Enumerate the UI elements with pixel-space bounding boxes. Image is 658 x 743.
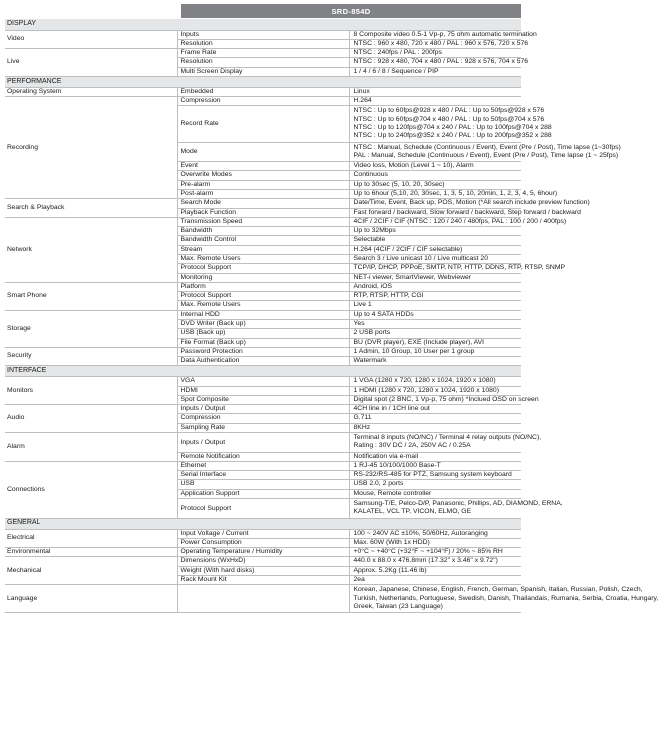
- spec-value-line: Android, iOS: [353, 282, 393, 290]
- spec-value-line: RTP, RTSP, HTTP, CGI: [353, 292, 424, 300]
- spec-item: Transmission Speed: [177, 217, 349, 226]
- spec-item: Embedded: [177, 87, 349, 96]
- spec-value: [349, 585, 658, 613]
- spec-value-line: 8KHz: [353, 423, 371, 431]
- spec-value: [349, 377, 521, 386]
- spec-item: Data Authentication: [177, 357, 349, 366]
- spec-item: Dimensions (WxHxD): [177, 557, 349, 566]
- spec-value-line: NTSC : Manual, Schedule (Continuous / Event), Event (Pre / Post), Time lapse (1~30fps): [353, 143, 621, 151]
- spec-item: Search Mode: [177, 199, 349, 208]
- spec-category: Electrical: [5, 529, 177, 548]
- spec-value-line: Watermark: [353, 357, 387, 365]
- spec-value: [349, 30, 537, 39]
- spec-value: [349, 499, 563, 519]
- spec-item: Mode: [177, 142, 349, 162]
- spec-item: Bandwidth: [177, 227, 349, 236]
- spec-category: Alarm: [5, 433, 177, 462]
- spec-row: [5, 199, 521, 208]
- spec-value: [349, 347, 521, 356]
- spec-item: Remote Notification: [177, 452, 349, 461]
- spec-category: Language: [5, 585, 177, 613]
- spec-category: Audio: [5, 405, 177, 433]
- spec-value: [349, 386, 521, 395]
- spec-item: Resolution: [177, 58, 349, 67]
- spec-item: Playback Function: [177, 208, 349, 217]
- spec-value: [349, 471, 521, 480]
- section-title: DISPLAY: [5, 19, 521, 30]
- spec-value-line: BU (DVR player), EXE (Include player), AVI: [353, 338, 485, 346]
- spec-item: Record Rate: [177, 106, 349, 142]
- spec-item: Max. Remote Users: [177, 254, 349, 263]
- spec-value-line: Digital spot (2 BNC, 1 Vp-p, 75 ohm) *Inclued OSD on screen: [353, 395, 539, 403]
- spec-value-line: NTSC : Up to 120fps@704 x 240 / PAL : Up to 100fps@704 x 288: [353, 124, 552, 132]
- spec-row: [5, 347, 521, 356]
- spec-value-line: H.264 (4CIF / 2CIF / CIF selectable): [353, 245, 463, 253]
- spec-item: Sampling Rate: [177, 423, 349, 432]
- spec-row: [5, 217, 521, 226]
- spec-value: [349, 58, 529, 67]
- spec-value-line: Live 1: [353, 301, 372, 309]
- spec-value-line: Continuous: [353, 171, 388, 179]
- spec-value: [349, 414, 521, 423]
- spec-item: Spot Composite: [177, 395, 349, 404]
- spec-value: [349, 142, 621, 162]
- spec-value: [349, 217, 567, 226]
- spec-value: [349, 329, 521, 338]
- spec-value: [349, 566, 521, 575]
- spec-value-line: PAL : Manual, Schedule (Continuous / Event), Event (Pre / Post), Time lapse (1 ~ 25fps): [353, 151, 619, 159]
- spec-category: Smart Phone: [5, 282, 177, 310]
- spec-item: Inputs: [177, 30, 349, 39]
- spec-item: DVD Writer (Back up): [177, 319, 349, 328]
- spec-value-line: Mouse, Remote controller: [353, 489, 432, 497]
- spec-row: [5, 585, 521, 613]
- spec-item: Input Voltage / Current: [177, 529, 349, 538]
- spec-value: [349, 236, 521, 245]
- spec-value-line: G.711: [353, 414, 372, 422]
- spec-value-line: 4CH line in / 1CH line out: [353, 405, 430, 413]
- spec-item: Inputs / Output: [177, 405, 349, 414]
- spec-value: [349, 489, 521, 498]
- spec-item: Protocol Support: [177, 264, 349, 273]
- spec-item: Stream: [177, 245, 349, 254]
- spec-item: Weight (With hard disks): [177, 566, 349, 575]
- spec-item: Power Consumption: [177, 538, 349, 547]
- spec-value-line: 1 RJ-45 10/100/1000 Base-T: [353, 461, 441, 469]
- section-title: PERFORMANCE: [5, 76, 521, 87]
- spec-value-line: NTSC : 960 x 480, 720 x 480 / PAL : 960 x 576, 720 x 576: [353, 39, 529, 47]
- spec-value-line: Video loss, Motion (Level 1 ~ 10), Alarm: [353, 162, 474, 170]
- spec-row: [5, 87, 521, 96]
- spec-item: Resolution: [177, 39, 349, 48]
- spec-item: Password Protection: [177, 347, 349, 356]
- spec-value: [349, 97, 521, 106]
- spec-value: [349, 433, 542, 453]
- spec-value-line: 1 VGA (1280 x 720, 1280 x 1024, 1920 x 1080): [353, 377, 496, 385]
- spec-value: [349, 319, 521, 328]
- spec-value: [349, 273, 521, 282]
- spec-value-line: 2 USB ports: [353, 329, 391, 337]
- spec-category: Storage: [5, 310, 177, 347]
- spec-item: VGA: [177, 377, 349, 386]
- spec-value-line: Samsung-T/E, Pelco-D/P, Panasonic, Phillips, AD, DIAMOND, ERNA,: [353, 500, 563, 507]
- spec-value: [349, 480, 521, 489]
- spec-value-line: H.264: [353, 97, 372, 105]
- spec-category: Video: [5, 30, 177, 49]
- spec-value: [349, 301, 521, 310]
- spec-value-line: Rating : 30V DC / 2A, 250V AC / 0.25A: [353, 442, 471, 450]
- spec-value: [349, 245, 521, 254]
- section-title: GENERAL: [5, 518, 521, 529]
- spec-value: [349, 49, 521, 58]
- spec-value-line: Max. 60W (With 1x HDD): [353, 538, 430, 546]
- spec-category: Mechanical: [5, 557, 177, 585]
- spec-value-line: 100 ~ 240V AC ±10%, 50/60Hz, Autoranging: [353, 529, 488, 537]
- spec-item: Multi Screen Display: [177, 67, 349, 76]
- spec-category: Monitors: [5, 377, 177, 405]
- spec-value: [349, 180, 521, 189]
- spec-value: [349, 87, 521, 96]
- spec-value: [349, 395, 539, 404]
- spec-value-line: Terminal 8 inputs (NO/NC) / Terminal 4 relay outputs (NO/NC),: [353, 434, 542, 442]
- spec-value-line: 1 Admin, 10 Group, 10 User per 1 group: [353, 347, 475, 355]
- spec-item: Frame Rate: [177, 49, 349, 58]
- spec-value-line: NTSC : Up to 60fps@928 x 480 / PAL : Up to 50fps@928 x 576: [353, 107, 545, 115]
- spec-value: [349, 254, 521, 263]
- spec-category: Recording: [5, 97, 177, 199]
- spec-category: Security: [5, 347, 177, 366]
- spec-item: Application Support: [177, 489, 349, 498]
- spec-value: [349, 538, 521, 547]
- spec-value-line: Greek, Taiwan (23 Language): [353, 602, 443, 610]
- spec-row: [5, 548, 521, 557]
- spec-value-line: Up to 32Mbps: [353, 227, 396, 235]
- spec-value-line: Search 3 / Live unicast 10 / Live multicast 20: [353, 254, 488, 262]
- spec-table: [5, 19, 658, 613]
- spec-row: [5, 461, 521, 470]
- spec-category: Environmental: [5, 548, 177, 557]
- spec-value: [349, 423, 521, 432]
- spec-value-line: 2ea: [353, 575, 365, 583]
- spec-value: [349, 405, 521, 414]
- section-title: INTERFACE: [5, 366, 521, 377]
- spec-item: Overwrite Modes: [177, 171, 349, 180]
- spec-value: [349, 227, 521, 236]
- spec-value: [349, 199, 590, 208]
- spec-value-line: Up to 4 SATA HDDs: [353, 310, 414, 318]
- spec-value-line: 1 HDMI (1280 x 720, 1280 x 1024, 1920 x 1080): [353, 386, 499, 394]
- spec-value: [349, 282, 521, 291]
- spec-value-line: Fast forward / backward, Slow forward / backward, Step forward / backward: [353, 208, 581, 216]
- spec-item: Protocol Support: [177, 499, 349, 519]
- spec-item: File Format (Back up): [177, 338, 349, 347]
- spec-value-line: Selectable: [353, 236, 386, 244]
- spec-value-line: NTSC : 240fps / PAL : 200fps: [353, 49, 442, 57]
- spec-value: [349, 39, 529, 48]
- spec-item: Compression: [177, 97, 349, 106]
- spec-item: USB: [177, 480, 349, 489]
- spec-item: Inputs / Output: [177, 433, 349, 453]
- spec-category: Connections: [5, 461, 177, 518]
- spec-item: [177, 585, 349, 613]
- spec-item: USB (Back up): [177, 329, 349, 338]
- section-header: [5, 366, 521, 377]
- spec-item: Platform: [177, 282, 349, 291]
- spec-value-line: Up to 30sec (5, 10, 20, 30sec): [353, 180, 445, 188]
- spec-value: [349, 208, 581, 217]
- spec-row: [5, 49, 521, 58]
- section-header: [5, 76, 521, 87]
- model-name: SRD-854D: [181, 4, 521, 18]
- model-header: [5, 4, 521, 18]
- spec-item: Internal HDD: [177, 310, 349, 319]
- spec-value-line: Approx. 5.2Kg (11.46 lb): [353, 566, 427, 574]
- spec-value-line: RS-232/RS-485 for PTZ, Samsung system keyboard: [353, 471, 512, 479]
- spec-value-line: 1 / 4 / 6 / 8 / Sequence / PIP: [353, 67, 439, 75]
- spec-value: [349, 575, 521, 584]
- spec-value: [349, 162, 521, 171]
- spec-value: [349, 557, 521, 566]
- spec-item: HDMI: [177, 386, 349, 395]
- spec-item: Event: [177, 162, 349, 171]
- spec-row: [5, 529, 521, 538]
- spec-item: Serial Interface: [177, 471, 349, 480]
- spec-item: Compression: [177, 414, 349, 423]
- spec-value-line: Turkish, Netherlands, Portuguese, Swedish, Danish, Thailandais, Rumania, Serbia, Croatia, Hungary,: [353, 594, 658, 602]
- spec-value-line: Up to 6hour (5,10, 20, 30sec, 1, 3, 5, 10, 20min, 1, 2, 3, 4, 5, 6hour): [353, 190, 558, 197]
- spec-row: [5, 30, 521, 39]
- spec-row: [5, 405, 521, 414]
- spec-category: Network: [5, 217, 177, 282]
- spec-value: [349, 67, 521, 76]
- header-spacer: [5, 4, 181, 18]
- spec-category: Operating System: [5, 87, 177, 96]
- spec-value: [349, 171, 521, 180]
- spec-value: [349, 529, 521, 538]
- spec-item: Operating Temperature / Humidity: [177, 548, 349, 557]
- spec-value-line: Notification via e-mail: [353, 452, 419, 460]
- spec-value-line: Date/Time, Event, Back up, POS, Motion (*All search include preview function): [353, 199, 590, 207]
- spec-value: [349, 264, 566, 273]
- spec-value-line: Linux: [353, 87, 370, 95]
- spec-sheet: [5, 4, 658, 613]
- spec-value: [349, 106, 552, 142]
- spec-value-line: 4CIF / 2CIF / CIF (NTSC : 120 / 240 / 480fps, PAL : 100 / 200 / 400fps): [353, 217, 567, 225]
- spec-value-line: +0°C ~ +40°C (+32°F ~ +104°F) / 20% ~ 85% RH: [353, 548, 503, 556]
- spec-category: Live: [5, 49, 177, 77]
- spec-category: Search & Playback: [5, 199, 177, 218]
- spec-row: [5, 377, 521, 386]
- spec-item: Monitoring: [177, 273, 349, 282]
- spec-value-line: USB 2.0, 2 ports: [353, 480, 404, 488]
- spec-item: Ethernet: [177, 461, 349, 470]
- spec-row: [5, 310, 521, 319]
- spec-value-line: NET-i viewer, SmartViewer, Webviewer: [353, 273, 472, 281]
- spec-item: Max. Remote Users: [177, 301, 349, 310]
- spec-value: [349, 292, 521, 301]
- spec-value-line: Yes: [353, 319, 365, 327]
- spec-value-line: 8 Composite video 0.5-1 Vp-p, 75 ohm automatic termination: [353, 30, 537, 38]
- section-header: [5, 518, 521, 529]
- spec-item: Protocol Support: [177, 292, 349, 301]
- spec-value-line: NTSC : Up to 240fps@352 x 240 / PAL : Up to 200fps@352 x 288: [353, 132, 552, 140]
- section-header: [5, 19, 521, 30]
- spec-value-line: Korean, Japanese, Chinese, English, French, German, Spanish, Italian, Russian, Polish, Czech,: [353, 586, 643, 594]
- spec-row: [5, 557, 521, 566]
- spec-value-line: KALATEL, VCL TP, VICON, ELMO, GE: [353, 508, 472, 516]
- spec-value: [349, 357, 521, 366]
- spec-item: Pre-alarm: [177, 180, 349, 189]
- spec-row: [5, 282, 521, 291]
- spec-value: [349, 190, 558, 199]
- spec-value-line: TCP/IP, DHCP, PPPoE, SMTP, NTP, HTTP, DDNS, RTP, RTSP, SNMP: [353, 264, 566, 272]
- spec-value: [349, 452, 521, 461]
- spec-value-line: NTSC : Up to 60fps@704 x 480 / PAL : Up to 50fps@704 x 576: [353, 115, 545, 123]
- spec-table-body: [5, 19, 658, 613]
- spec-value-line: NTSC : 928 x 480, 704 x 480 / PAL : 928 x 576, 704 x 576: [353, 58, 529, 66]
- spec-item: Rack Mount Kit: [177, 575, 349, 584]
- spec-row: [5, 97, 521, 106]
- spec-value: [349, 461, 521, 470]
- spec-row: [5, 433, 521, 453]
- spec-item: Post-alarm: [177, 190, 349, 199]
- spec-item: Bandwidth Control: [177, 236, 349, 245]
- spec-value: [349, 338, 521, 347]
- spec-value-line: 440.0 x 88.0 x 476.8mm (17.32" x 3.46" x 9.72"): [353, 557, 498, 565]
- spec-value: [349, 548, 521, 557]
- spec-value: [349, 310, 521, 319]
